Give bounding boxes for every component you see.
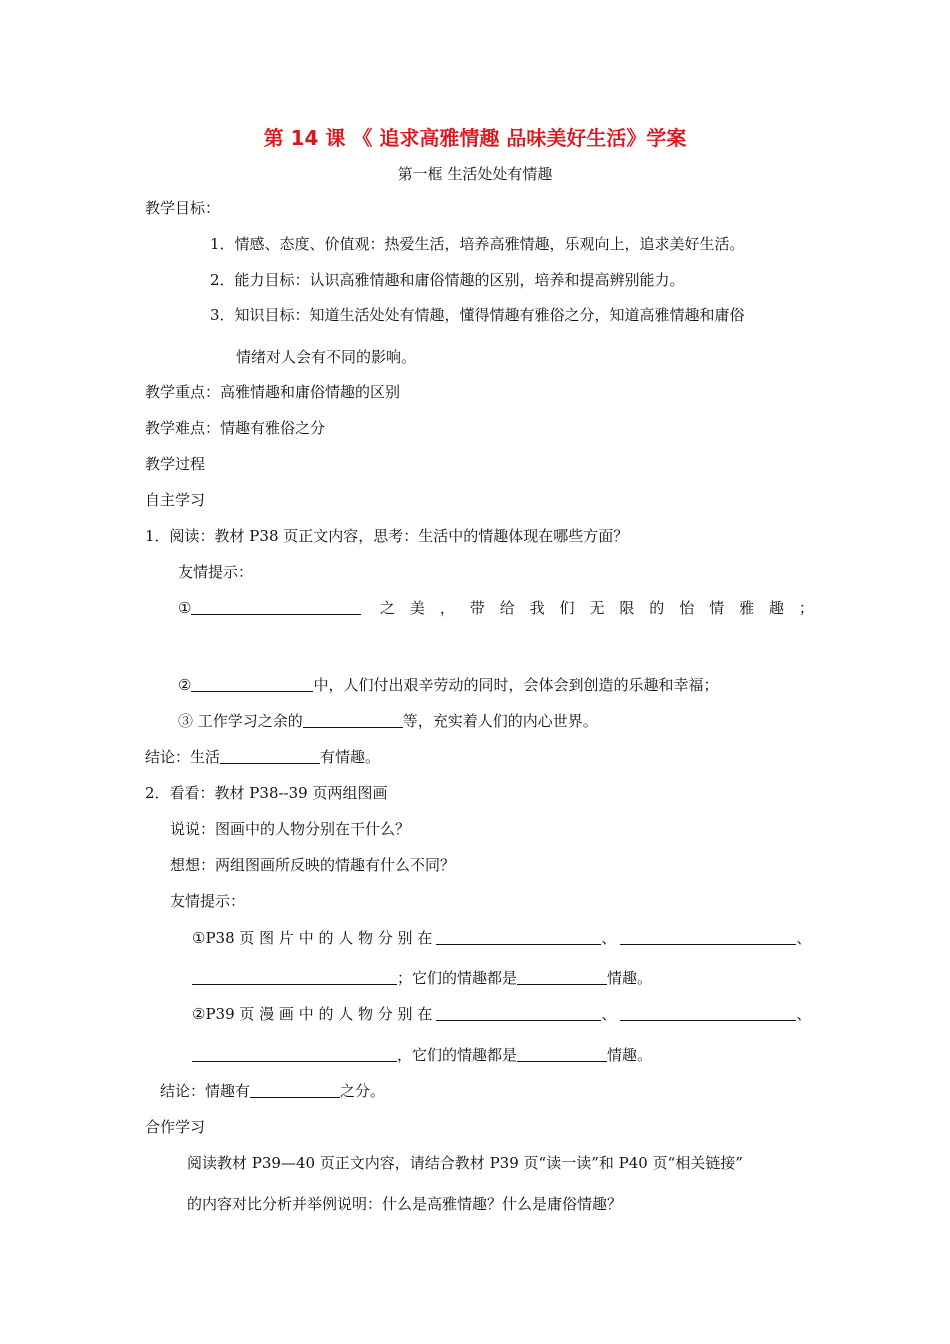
answer-blank[interactable] <box>436 1004 601 1021</box>
q1-answer-a <box>178 598 361 618</box>
key-point: 教学重点：高雅情趣和庸俗情趣的区别 <box>145 383 401 401</box>
q2-answer-b: ②P39 页 漫 画 中 的 人 物 分 别 在 、 、 <box>192 1005 812 1023</box>
objective-item: 情绪对人会有不同的影响。 <box>236 348 417 366</box>
question-2: 2．看看：教材 P38--39 页两组图画 <box>145 784 388 802</box>
answer-blank[interactable] <box>303 711 403 728</box>
answer-blank[interactable] <box>191 675 313 692</box>
q1-answer-a-rest <box>380 598 814 618</box>
answer-blank[interactable] <box>192 968 397 985</box>
hint-label: 友情提示： <box>178 563 254 581</box>
answer-blank[interactable] <box>620 1004 796 1021</box>
answer-blank[interactable] <box>220 747 320 764</box>
q1-answer-b: ② 中，人们付出艰辛劳动的同时，会体会到创造的乐趣和幸福； <box>178 676 719 694</box>
say-prompt: 说说：图画中的人物分别在干什么？ <box>170 820 411 838</box>
spread-chars: 之 美 ， 带 给 我 们 无 限 的 怡 情 雅 趣 ； <box>380 599 814 617</box>
answer-blank[interactable] <box>191 598 361 615</box>
q1-answer-c: ③ 工作学习之余的 等，充实着人们的内心世界。 <box>178 712 598 730</box>
hint-label: 友情提示： <box>170 892 246 910</box>
answer-blank[interactable] <box>517 1045 607 1062</box>
answer-blank[interactable] <box>620 928 796 945</box>
coop-instruction: 阅读教材 P39—40 页正文内容，请结合教材 P39 页“读一读”和 P40 页“相关链接” <box>187 1154 743 1172</box>
objective-item: 1．情感、态度、价值观：热爱生活，培养高雅情趣，乐观向上，追求美好生活。 <box>210 235 745 253</box>
process-heading: 教学过程 <box>145 455 206 473</box>
self-study-heading: 自主学习 <box>145 491 206 509</box>
answer-blank[interactable] <box>192 1045 397 1062</box>
coop-heading: 合作学习 <box>145 1118 206 1136</box>
answer-blank[interactable] <box>250 1081 340 1098</box>
objective-item: 2．能力目标：认识高雅情趣和庸俗情趣的区别，培养和提高辨别能力。 <box>210 271 685 289</box>
question-1: 1．阅读：教材 P38 页正文内容，思考：生活中的情趣体现在哪些方面？ <box>145 527 629 545</box>
answer-blank[interactable] <box>517 968 607 985</box>
think-prompt: 想想：两组图画所反映的情趣有什么不同？ <box>170 856 456 874</box>
q2-answer-a-cont: ；它们的情趣都是 情趣。 <box>192 968 652 988</box>
q2-answer-a: ①P38 页 图 片 中 的 人 物 分 别 在 、 、 <box>192 929 812 947</box>
circled-one: ① <box>178 599 192 617</box>
answer-blank[interactable] <box>436 928 601 945</box>
q2-conclusion: 结论：情趣有 之分。 <box>160 1082 386 1100</box>
coop-instruction: 的内容对比分析并举例说明：什么是高雅情趣？什么是庸俗情趣？ <box>187 1195 623 1213</box>
q2-answer-b-cont: ，它们的情趣都是 情趣。 <box>192 1045 652 1065</box>
page-subtitle: 第一框 生活处处有情趣 <box>397 165 553 183</box>
objectives-heading: 教学目标： <box>145 199 221 217</box>
difficulty: 教学难点：情趣有雅俗之分 <box>145 419 326 437</box>
page-title: 第 14 课 《 追求高雅情趣 品味美好生活》学案 <box>263 126 687 150</box>
q1-conclusion: 结论：生活 有情趣。 <box>145 748 381 766</box>
objective-item: 3．知识目标：知道生活处处有情趣，懂得情趣有雅俗之分，知道高雅情趣和庸俗 <box>210 306 745 324</box>
